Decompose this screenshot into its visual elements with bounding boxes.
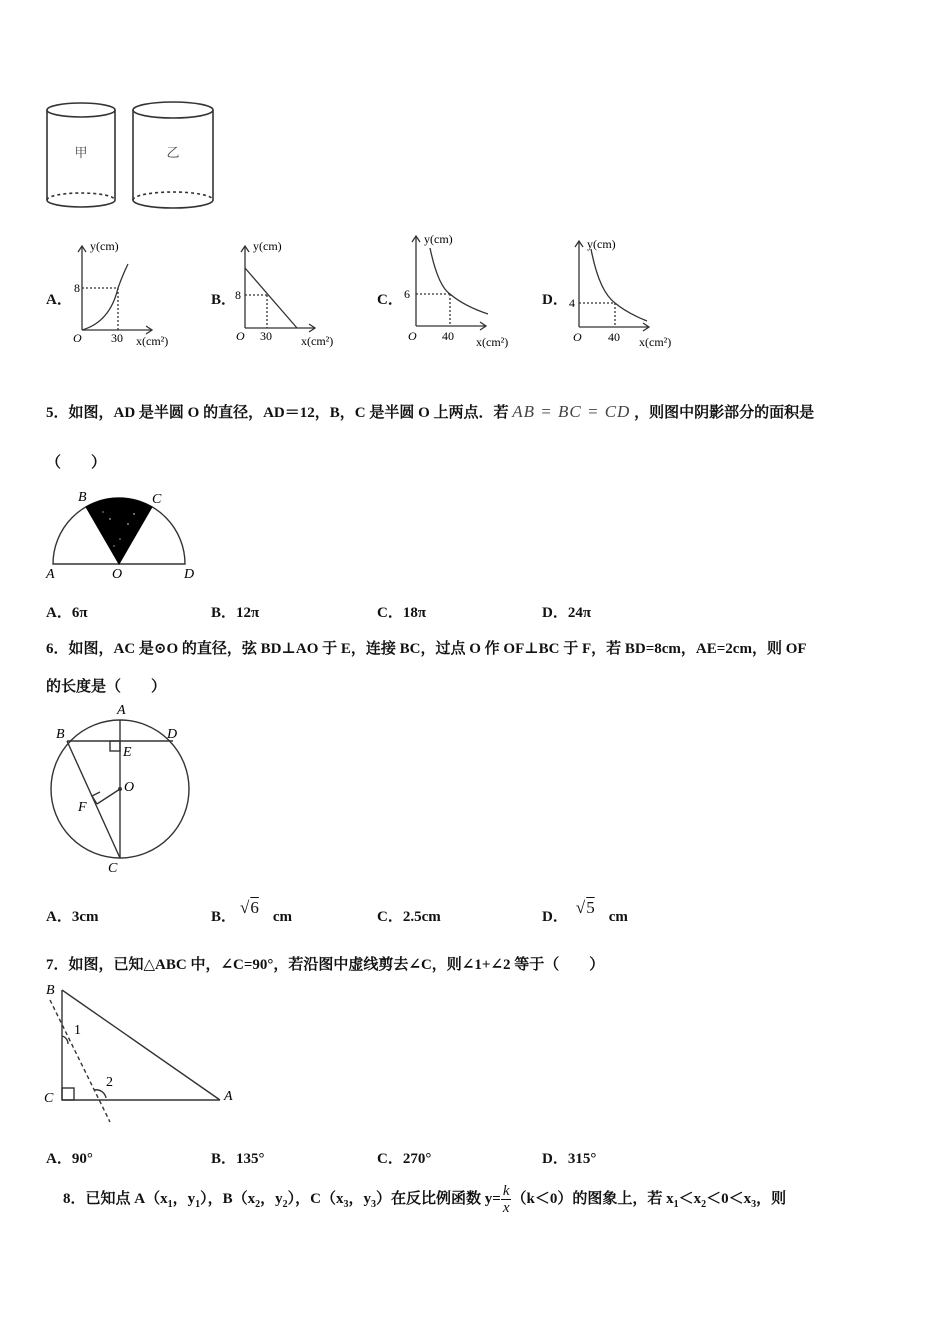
q6-option-d[interactable]: D． √5 cm <box>542 898 628 925</box>
q5-figure <box>40 484 210 584</box>
q6-stem-line1: 6．如图，AC 是⊙O 的直径，弦 BD⊥AO 于 E，连接 BC，过点 O 作 OF⊥BC 于 F，若 BD=8cm，AE=2cm，则 OF <box>46 641 807 657</box>
svg-text:C: C <box>44 1091 54 1106</box>
svg-text:y(cm): y(cm) <box>587 237 616 251</box>
svg-text:B: B <box>46 983 55 998</box>
q5-option-b[interactable]: B．12π <box>211 605 260 621</box>
svg-text:y(cm): y(cm) <box>253 239 282 253</box>
cylinders-figure <box>40 95 225 217</box>
q4-option-d-letter: D． <box>542 292 568 308</box>
cylinder-yi-label: 乙 <box>166 145 180 160</box>
svg-text:O: O <box>124 780 135 795</box>
svg-text:B: B <box>78 490 87 505</box>
q4-option-a-letter: A． <box>46 292 72 308</box>
svg-text:O: O <box>236 329 245 343</box>
svg-text:2: 2 <box>106 1075 113 1090</box>
svg-text:8: 8 <box>74 281 80 295</box>
svg-text:A: A <box>224 1089 233 1104</box>
q7-figure <box>40 978 245 1128</box>
q7-option-b[interactable]: B．135° <box>211 1151 265 1167</box>
q5-option-a[interactable]: A．6π <box>46 605 88 621</box>
svg-text:30: 30 <box>260 329 272 343</box>
svg-text:O: O <box>408 329 417 343</box>
q7-option-a[interactable]: A．90° <box>46 1151 93 1167</box>
svg-text:O: O <box>73 331 82 345</box>
svg-text:O: O <box>112 567 123 582</box>
q4-option-c-letter: C． <box>377 292 403 308</box>
q4-graph-b <box>233 238 348 353</box>
svg-text:1: 1 <box>74 1023 81 1038</box>
q4-option-b-letter: B． <box>211 292 237 308</box>
svg-text:x(cm²): x(cm²) <box>639 335 672 349</box>
svg-text:x(cm²): x(cm²) <box>136 334 169 348</box>
q6-figure <box>40 700 205 878</box>
q5-option-d[interactable]: D．24π <box>542 605 592 621</box>
fraction-k-over-x: $\frac{k}{x}$ <box>502 1183 510 1216</box>
q6-option-a[interactable]: A．3cm <box>46 909 99 925</box>
svg-text:B: B <box>56 727 65 742</box>
sqrt-symbol: √6 <box>240 898 259 917</box>
svg-text:x(cm²): x(cm²) <box>476 335 509 349</box>
svg-text:A: A <box>46 567 55 582</box>
cylinder-jia-label: 甲 <box>74 145 88 160</box>
q6-stem-line2: 的长度是（ ） <box>46 679 167 695</box>
svg-text:6: 6 <box>404 287 410 301</box>
svg-text:O: O <box>573 330 582 344</box>
svg-text:D: D <box>167 727 178 742</box>
svg-text:30: 30 <box>111 331 123 345</box>
q4-graph-a <box>70 238 185 353</box>
q4-graph-c <box>398 230 523 350</box>
svg-text:4: 4 <box>569 296 575 310</box>
q5-arcs-equation: AB = BC = CD <box>512 402 631 421</box>
svg-text:8: 8 <box>235 288 241 302</box>
q7-stem: 7．如图，已知△ABC 中，∠C=90°，若沿图中虚线剪去∠C，则∠1+∠2 等于（ ） <box>46 957 605 973</box>
svg-text:y(cm): y(cm) <box>90 239 119 253</box>
q4-graph-d <box>563 235 688 353</box>
q8-stem: 8．已知点 $A(x_1$，$y_1$），$B(x_2$，$y_2$），$C(x_3$，$y_3$）在反比例函数 y= $\frac{k}{x}$ （k＜0）的图象上，若 $x_1<x_2<0<x_3$，则 <box>63 1183 787 1216</box>
svg-text:C: C <box>152 492 162 507</box>
q6-option-b[interactable]: B． √6 cm <box>211 898 293 925</box>
svg-text:E: E <box>123 745 132 760</box>
q6-option-c[interactable]: C．2.5cm <box>377 909 441 925</box>
sqrt-symbol: √5 <box>575 898 595 917</box>
svg-text:A: A <box>117 703 126 718</box>
svg-text:x(cm²): x(cm²) <box>301 334 334 348</box>
q7-option-d[interactable]: D．315° <box>542 1151 597 1167</box>
svg-text:C: C <box>108 861 118 876</box>
svg-text:40: 40 <box>442 329 454 343</box>
svg-text:D: D <box>184 567 195 582</box>
q7-option-c[interactable]: C．270° <box>377 1151 432 1167</box>
svg-text:y(cm): y(cm) <box>424 232 453 246</box>
svg-text:F: F <box>78 800 87 815</box>
q5-paren: （ ） <box>46 455 107 471</box>
shaded-sector <box>86 498 152 564</box>
q5-stem: 5．如图，AD 是半圆 O 的直径，AD＝12，B，C 是半圆 O 上两点．若 AB = BC = CD ，则图中阴影部分的面积是 <box>46 402 815 421</box>
svg-text:40: 40 <box>608 330 620 344</box>
q5-option-c[interactable]: C．18π <box>377 605 427 621</box>
